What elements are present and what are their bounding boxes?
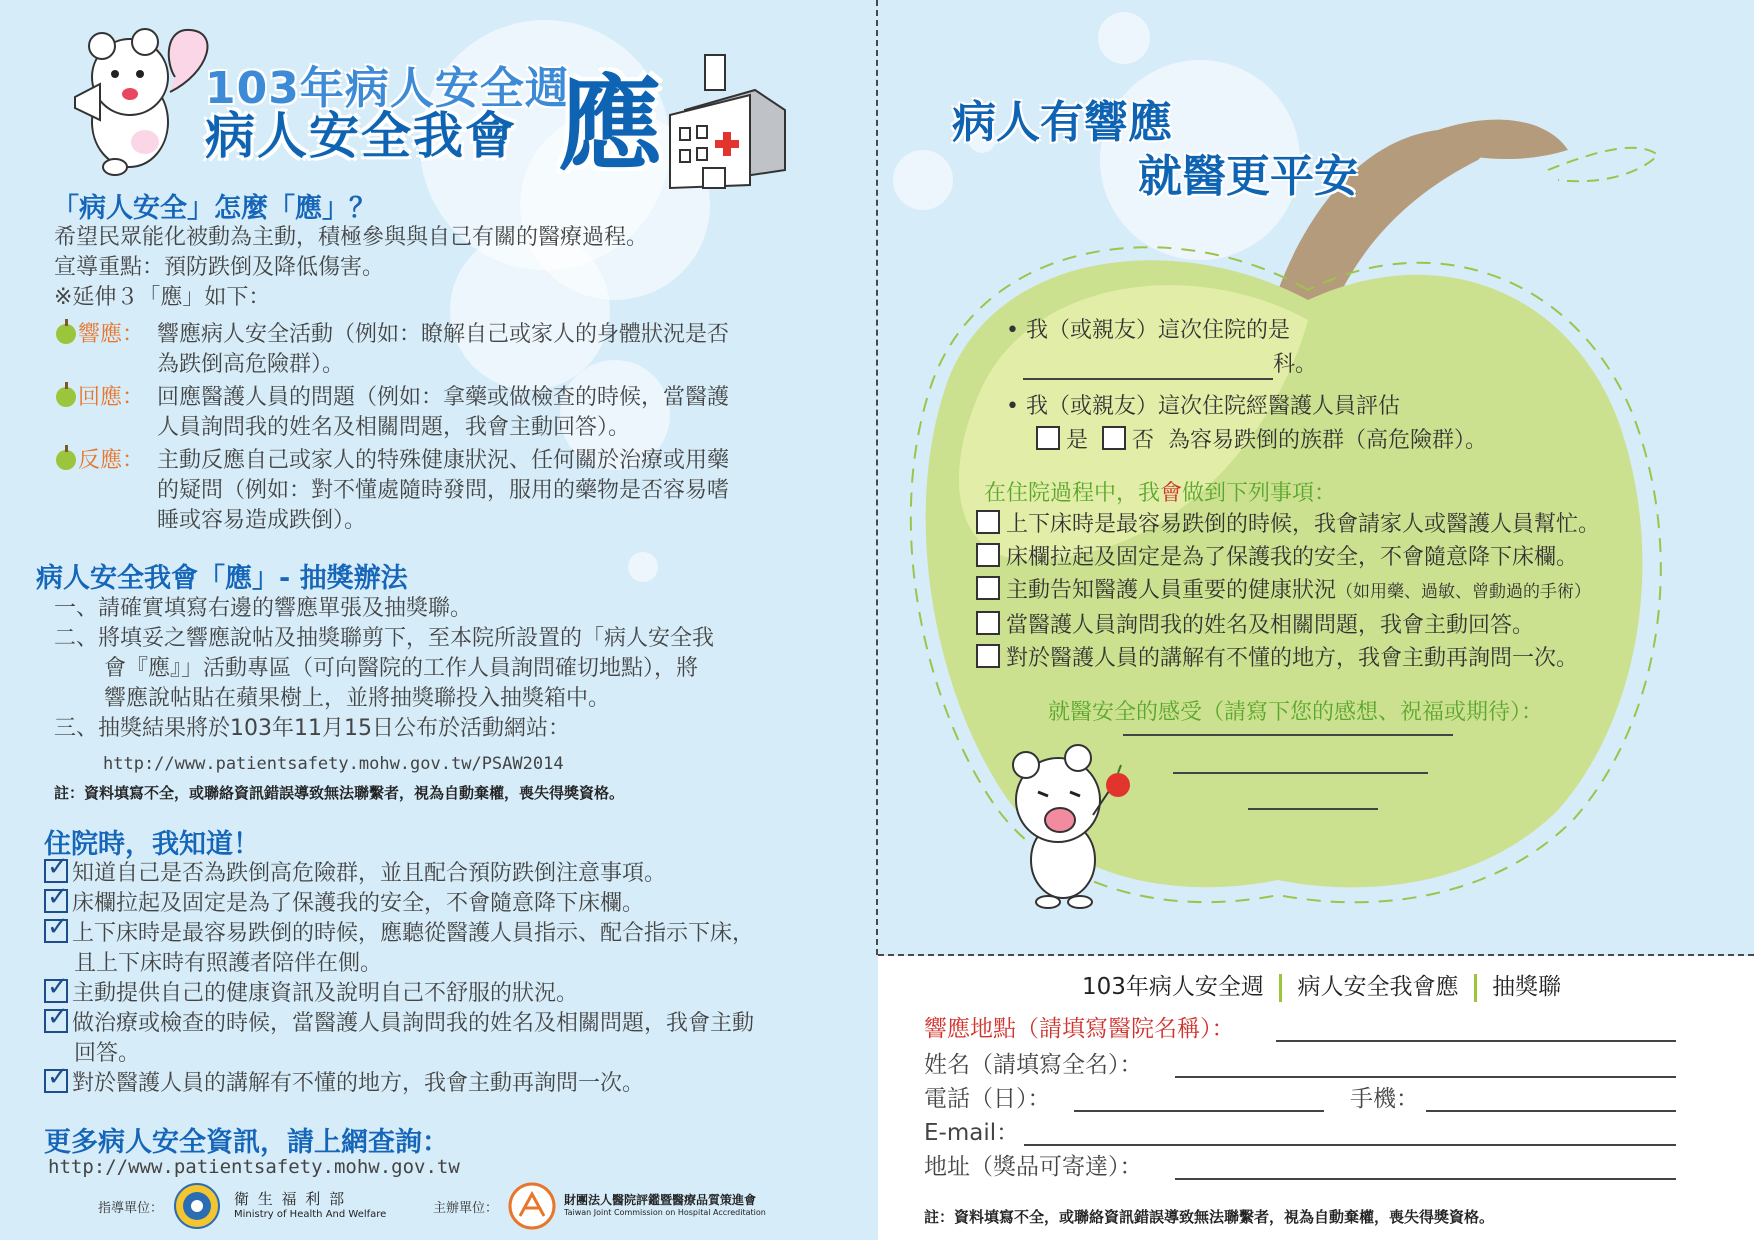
lottery-rule: 一、請確實填寫右邊的響應單張及抽獎聯。 xyxy=(54,596,473,621)
yes-checkbox[interactable] xyxy=(1036,426,1060,450)
coupon-event: 103年病人安全週 xyxy=(1082,974,1264,1000)
response-keyword: 響應： xyxy=(78,322,145,347)
bullet: • xyxy=(1006,394,1019,419)
host-label: 主辦單位： xyxy=(433,1201,499,1216)
commitment-checkbox[interactable] xyxy=(976,611,1000,635)
coupon-slogan: 病人安全我會應 xyxy=(1297,974,1459,1000)
response-text: 主動反應自己或家人的特殊健康狀況、任何關於治療或用藥 xyxy=(157,448,730,473)
lottery-coupon xyxy=(878,956,1754,1240)
coupon-type: 抽獎聯 xyxy=(1492,974,1562,1000)
question-risk xyxy=(1006,392,1400,422)
address-label: 地址（獎品可寄達）： xyxy=(924,1154,1143,1180)
intro-line: ※延伸３「應」如下： xyxy=(54,285,271,310)
checked-box-icon xyxy=(44,1069,68,1093)
apple-icon xyxy=(56,450,76,470)
question-dept-answer xyxy=(1023,350,1317,380)
checklist-item xyxy=(44,859,874,889)
response-text: 響應病人安全活動（例如：瞭解自己或家人的身體狀況是否 xyxy=(157,322,730,347)
feeling-prompt: 就醫安全的感受（請寫下您的感想、祝福或期待）： xyxy=(1048,700,1544,725)
checklist-item xyxy=(44,1009,874,1039)
bubble-decoration xyxy=(628,552,658,582)
email-input[interactable] xyxy=(1024,1116,1676,1146)
checklist-text: 做治療或檢查的時候，當醫護人員詢問我的姓名及相關問題，我會主動 xyxy=(72,1011,755,1036)
place-label: 響應地點（請填寫醫院名稱）： xyxy=(924,1016,1235,1042)
name-input[interactable] xyxy=(1175,1048,1676,1078)
commitment-item xyxy=(976,574,1746,609)
response-text: 的疑問（例如：對不懂處隨時發問，服用的藥物是否容易嗜 xyxy=(157,478,730,503)
question-risk-options xyxy=(1036,426,1487,456)
apple-form-panel xyxy=(878,0,1754,955)
dept-input-line[interactable] xyxy=(1023,354,1273,380)
apple-title-2: 就醫更平安 xyxy=(1138,151,1358,202)
lottery-rule: 會『應』」活動專區（可向醫院的工作人員詢問確切地點），將 xyxy=(104,656,699,681)
response-keyword: 回應： xyxy=(78,385,145,410)
commitment-note: （如用藥、過敏、曾動過的手術） xyxy=(1336,582,1592,602)
checklist-continuation: 且上下床時有照護者陪伴在側。 xyxy=(74,951,383,976)
checked-box-icon xyxy=(44,859,68,883)
hospital-heading: 住院時，我知道！ xyxy=(44,829,260,860)
during-stay-heading xyxy=(984,476,1336,507)
response-text: 睡或容易造成跌倒）。 xyxy=(157,508,367,533)
tjcha-logo-icon xyxy=(508,1182,556,1230)
question-risk-label: 我（或親友）這次住院經醫護人員評估 xyxy=(1025,394,1400,419)
commitment-checkbox[interactable] xyxy=(976,543,1000,567)
phone-label: 電話（日）： xyxy=(924,1086,1051,1112)
apple-title-1: 病人有響應 xyxy=(952,97,1172,148)
lottery-heading: 病人安全我會「應」- 抽獎辦法 xyxy=(36,563,408,594)
address-input[interactable] xyxy=(1175,1150,1676,1180)
coupon-divider xyxy=(1474,974,1477,1002)
three-responses-list xyxy=(56,320,856,536)
commitment-checklist xyxy=(976,508,1746,675)
checked-box-icon xyxy=(44,889,68,913)
place-input[interactable] xyxy=(1276,1012,1676,1042)
ministry-name: 衛 生 福 利 部 xyxy=(234,1190,347,1208)
checklist-item xyxy=(44,1069,874,1099)
commitment-item xyxy=(976,642,1746,675)
checklist-text: 對於醫護人員的講解有不懂的地方，我會主動再詢問一次。 xyxy=(72,1071,645,1096)
question-dept-label: 我（或親友）這次住院的是 xyxy=(1025,318,1290,343)
lottery-note: 註：資料填寫不全，或聯絡資訊錯誤導致無法聯繫者，視為自動棄權，喪失得獎資格。 xyxy=(54,784,625,802)
mascot-apple-icon xyxy=(1008,730,1138,910)
left-panel xyxy=(0,0,876,1240)
event-slogan: 病人安全我會 xyxy=(205,107,517,165)
commitment-checkbox[interactable] xyxy=(976,576,1000,600)
lottery-rule: 響應說帖貼在蘋果樹上，並將抽獎聯投入抽獎箱中。 xyxy=(104,686,611,711)
host-name: 財團法人醫院評鑑暨醫療品質策進會 xyxy=(564,1193,757,1207)
checklist-text: 主動提供自己的健康資訊及說明自己不舒服的狀況。 xyxy=(72,981,579,1006)
intro-heading: 「病人安全」怎麼「應」？ xyxy=(52,193,376,224)
commitment-checkbox[interactable] xyxy=(976,644,1000,668)
phone-input[interactable] xyxy=(1074,1082,1324,1112)
guide-label: 指導單位： xyxy=(98,1201,164,1216)
no-label: 否 xyxy=(1132,428,1155,453)
commitment-item xyxy=(976,609,1746,642)
commitment-item xyxy=(976,541,1746,574)
ministry-logo-icon xyxy=(173,1182,221,1230)
response-item xyxy=(56,320,856,383)
checklist-text: 知道自己是否為跌倒高危險群，並且配合預防跌倒注意事項。 xyxy=(72,861,667,886)
coupon-header xyxy=(1082,968,1561,1002)
bullet: • xyxy=(1006,318,1019,343)
email-label: E-mail： xyxy=(924,1120,1020,1146)
event-title: 103年病人安全週 xyxy=(205,63,570,114)
lottery-rules xyxy=(54,594,854,744)
intro-line: 宣導重點：預防跌倒及降低傷害。 xyxy=(54,255,385,280)
name-label: 姓名（請填寫全名）： xyxy=(924,1052,1143,1078)
feeling-input-line[interactable] xyxy=(1173,772,1428,774)
response-text: 為跌倒高危險群）。 xyxy=(157,352,345,377)
response-item xyxy=(56,383,856,446)
commitment-item xyxy=(976,508,1746,541)
checklist-item xyxy=(44,889,874,919)
lottery-url-link[interactable]: http://www.patientsafety.mohw.gov.tw/PSAW2014 xyxy=(103,754,564,774)
feeling-input-line[interactable] xyxy=(1123,734,1453,736)
more-info-heading: 更多病人安全資訊，請上網查詢： xyxy=(44,1127,449,1158)
intro-lines xyxy=(54,223,648,313)
during-stay-post: 做到下列事項： xyxy=(1182,481,1337,506)
checked-box-icon xyxy=(44,979,68,1003)
lottery-rule: 二、將填妥之響應說帖及抽獎聯剪下，至本院所設置的「病人安全我 xyxy=(54,626,715,651)
more-info-url-link[interactable]: http://www.patientsafety.mohw.gov.tw xyxy=(48,1156,460,1178)
hospital-checklist xyxy=(44,859,874,1099)
mobile-input[interactable] xyxy=(1426,1082,1676,1112)
response-item xyxy=(56,446,856,536)
feeling-input-line[interactable] xyxy=(1248,808,1378,810)
checklist-item xyxy=(44,979,874,1009)
commitment-text: 床欄拉起及固定是為了保護我的安全，不會隨意降下床欄。 xyxy=(1006,545,1579,570)
lottery-rule: 三、抽獎結果將於103年11月15日公布於活動網站： xyxy=(54,716,570,741)
ministry-name-en: Ministry of Health And Welfare xyxy=(234,1209,387,1220)
no-checkbox[interactable] xyxy=(1102,426,1126,450)
coupon-divider xyxy=(1279,974,1282,1002)
response-text: 人員詢問我的姓名及相關問題，我會主動回答）。 xyxy=(157,415,631,440)
commitment-text: 主動告知醫護人員重要的健康狀況 xyxy=(1006,578,1337,603)
host-name-en: Taiwan Joint Commission on Hospital Accreditation xyxy=(564,1208,766,1217)
during-stay-pre: 在住院過程中，我 xyxy=(984,481,1161,506)
checklist-text: 上下床時是最容易跌倒的時候，應聽從醫護人員指示、配合指示下床， xyxy=(72,921,755,946)
commitment-text: 上下床時是最容易跌倒的時候，我會請家人或醫護人員幫忙。 xyxy=(1006,512,1601,537)
hospital-building-icon xyxy=(665,50,805,190)
mobile-label: 手機： xyxy=(1350,1086,1419,1112)
mascot-megaphone-icon xyxy=(70,22,220,182)
event-slogan-big-char: 應 xyxy=(558,63,663,185)
checklist-text: 床欄拉起及固定是為了保護我的安全，不會隨意降下床欄。 xyxy=(72,891,645,916)
commitment-text: 對於醫護人員的講解有不懂的地方，我會主動再詢問一次。 xyxy=(1006,646,1579,671)
question-dept xyxy=(1006,316,1290,346)
checklist-item xyxy=(44,919,874,949)
during-stay-highlight: 會 xyxy=(1160,481,1183,506)
commitment-checkbox[interactable] xyxy=(976,510,1000,534)
checked-box-icon xyxy=(44,919,68,943)
response-keyword: 反應： xyxy=(78,448,145,473)
apple-icon xyxy=(56,324,76,344)
checklist-continuation: 回答。 xyxy=(74,1041,141,1066)
response-text: 回應醫護人員的問題（例如：拿藥或做檢查的時候，當醫護 xyxy=(157,385,730,410)
apple-icon xyxy=(56,387,76,407)
checked-box-icon xyxy=(44,1009,68,1033)
yes-label: 是 xyxy=(1066,428,1089,453)
commitment-text: 當醫護人員詢問我的姓名及相關問題，我會主動回答。 xyxy=(1006,613,1535,638)
risk-group-text: 為容易跌倒的族群（高危險群）。 xyxy=(1168,428,1488,453)
intro-line: 希望民眾能化被動為主動，積極參與與自己有關的醫療過程。 xyxy=(54,225,649,250)
coupon-note: 註：資料填寫不全，或聯絡資訊錯誤導致無法聯繫者，視為自動棄權，喪失得獎資格。 xyxy=(924,1208,1495,1226)
dept-suffix: 科。 xyxy=(1273,352,1318,377)
